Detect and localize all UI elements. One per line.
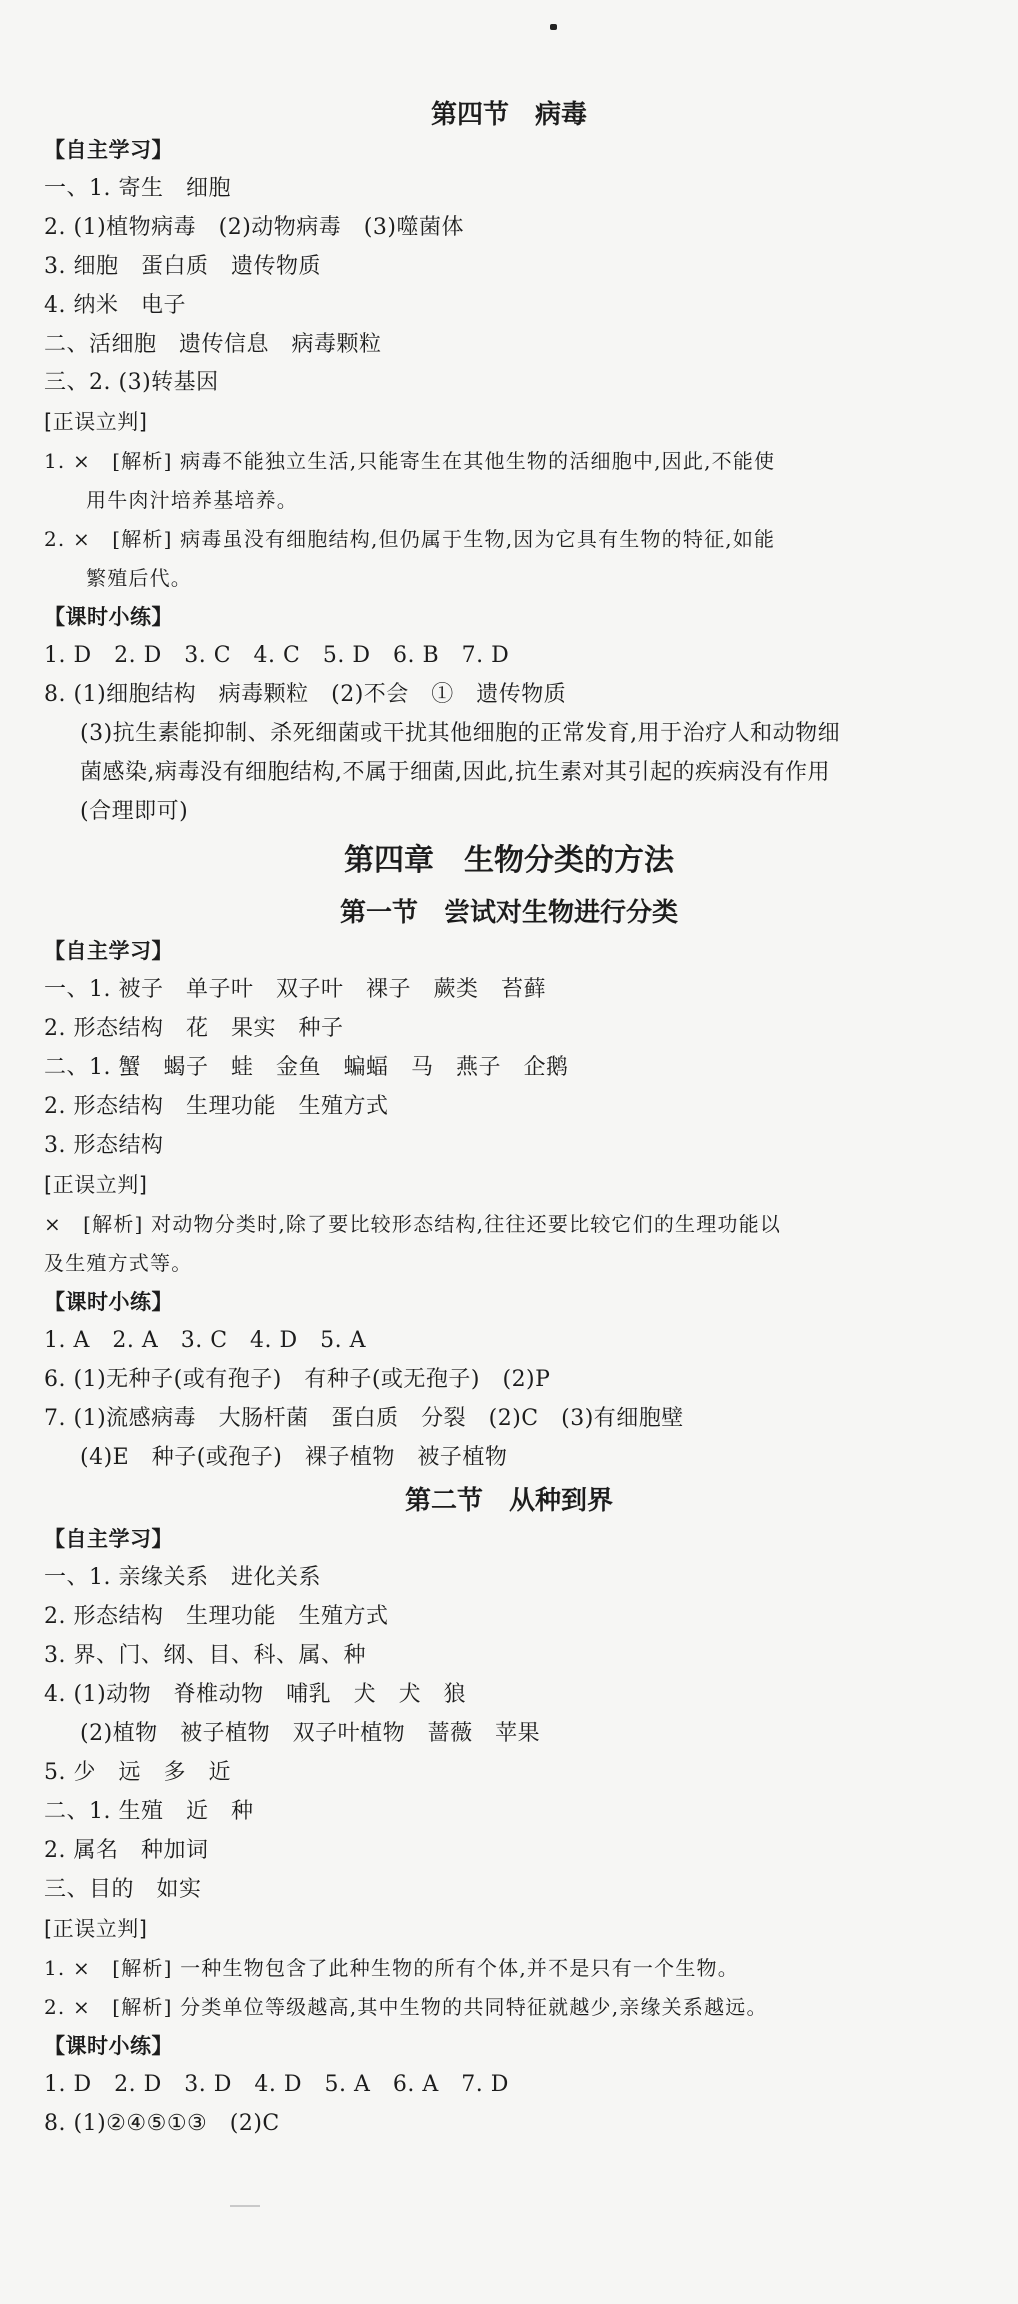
answer-line: 3. 细胞 蛋白质 遗传物质 <box>44 254 321 279</box>
answer-line: 菌感染,病毒没有细胞结构,不属于细菌,因此,抗生素对其引起的疾病没有作用 <box>80 760 830 785</box>
explanation-line: 及生殖方式等。 <box>44 1251 193 1275</box>
answer-line: 4. 纳米 电子 <box>44 293 186 318</box>
answer-line: 3. 形态结构 <box>44 1133 164 1158</box>
heading-self-study: 【自主学习】 <box>44 1527 173 1551</box>
heading-self-study: 【自主学习】 <box>44 138 173 162</box>
answer-line: 一、1. 被子 单子叶 双子叶 裸子 蕨类 苔藓 <box>44 977 546 1002</box>
chapter-title: 第四章 生物分类的方法 <box>344 843 674 878</box>
heading-practice: 【课时小练】 <box>44 1290 173 1314</box>
section-title: 第二节 从种到界 <box>404 1486 613 1516</box>
answer-line: 1. A 2. A 3. C 4. D 5. A <box>44 1328 367 1353</box>
answer-line: 三、目的 如实 <box>44 1877 202 1902</box>
heading-true-false: [正误立判] <box>44 410 148 434</box>
explanation-line: 2. × [解析] 分类单位等级越高,其中生物的共同特征就越少,亲缘关系越远。 <box>44 1995 768 2019</box>
page-mark <box>550 24 557 30</box>
answer-line: 二、1. 蟹 蝎子 蛙 金鱼 蝙蝠 马 燕子 企鹅 <box>44 1055 569 1080</box>
explanation-line: 2. × [解析] 病毒虽没有细胞结构,但仍属于生物,因为它具有生物的特征,如能 <box>44 527 776 551</box>
answer-line: 3. 界、门、纲、目、科、属、种 <box>44 1643 366 1668</box>
answer-line: 1. D 2. D 3. D 4. D 5. A 6. A 7. D <box>44 2072 509 2097</box>
explanation-line: × [解析] 对动物分类时,除了要比较形态结构,往往还要比较它们的生理功能以 <box>44 1212 782 1236</box>
section-title: 第一节 尝试对生物进行分类 <box>339 898 678 928</box>
heading-true-false: [正误立判] <box>44 1917 148 1941</box>
explanation-line: 繁殖后代。 <box>86 566 192 590</box>
answer-line: 7. (1)流感病毒 大肠杆菌 蛋白质 分裂 (2)C (3)有细胞壁 <box>44 1406 684 1431</box>
answer-line: (4)E 种子(或孢子) 裸子植物 被子植物 <box>80 1445 508 1470</box>
answer-line: 2. 形态结构 花 果实 种子 <box>44 1016 344 1041</box>
answer-line: 二、活细胞 遗传信息 病毒颗粒 <box>44 332 382 357</box>
scan-mark <box>230 2205 260 2207</box>
answer-line: (2)植物 被子植物 双子叶植物 蔷薇 苹果 <box>80 1721 541 1746</box>
explanation-line: 1. × [解析] 病毒不能独立生活,只能寄生在其他生物的活细胞中,因此,不能使 <box>44 449 776 473</box>
explanation-line: 用牛肉汁培养基培养。 <box>86 488 298 512</box>
answer-line: 1. D 2. D 3. C 4. C 5. D 6. B 7. D <box>44 643 510 668</box>
answer-line: 2. 属名 种加词 <box>44 1838 209 1863</box>
answer-line: 8. (1)②④⑤①③ (2)C <box>44 2111 280 2136</box>
heading-practice: 【课时小练】 <box>44 605 173 629</box>
answer-line: (合理即可) <box>80 799 189 824</box>
answer-line: 8. (1)细胞结构 病毒颗粒 (2)不会 ① 遗传物质 <box>44 682 567 707</box>
answer-line: (3)抗生素能抑制、杀死细菌或干扰其他细胞的正常发育,用于治疗人和动物细 <box>80 721 841 746</box>
heading-self-study: 【自主学习】 <box>44 939 173 963</box>
answer-line: 一、1. 寄生 细胞 <box>44 176 231 201</box>
answer-line: 一、1. 亲缘关系 进化关系 <box>44 1565 321 1590</box>
answer-line: 2. (1)植物病毒 (2)动物病毒 (3)噬菌体 <box>44 215 464 240</box>
answer-line: 2. 形态结构 生理功能 生殖方式 <box>44 1094 389 1119</box>
answer-line: 2. 形态结构 生理功能 生殖方式 <box>44 1604 389 1629</box>
heading-true-false: [正误立判] <box>44 1173 148 1197</box>
answer-line: 4. (1)动物 脊椎动物 哺乳 犬 犬 狼 <box>44 1682 467 1707</box>
answer-line: 5. 少 远 多 近 <box>44 1760 231 1785</box>
answer-line: 6. (1)无种子(或有孢子) 有种子(或无孢子) (2)P <box>44 1367 551 1392</box>
answer-line: 三、2. (3)转基因 <box>44 370 219 395</box>
answer-line: 二、1. 生殖 近 种 <box>44 1799 254 1824</box>
explanation-line: 1. × [解析] 一种生物包含了此种生物的所有个体,并不是只有一个生物。 <box>44 1956 739 1980</box>
section-title: 第四节 病毒 <box>430 100 587 130</box>
heading-practice: 【课时小练】 <box>44 2034 173 2058</box>
